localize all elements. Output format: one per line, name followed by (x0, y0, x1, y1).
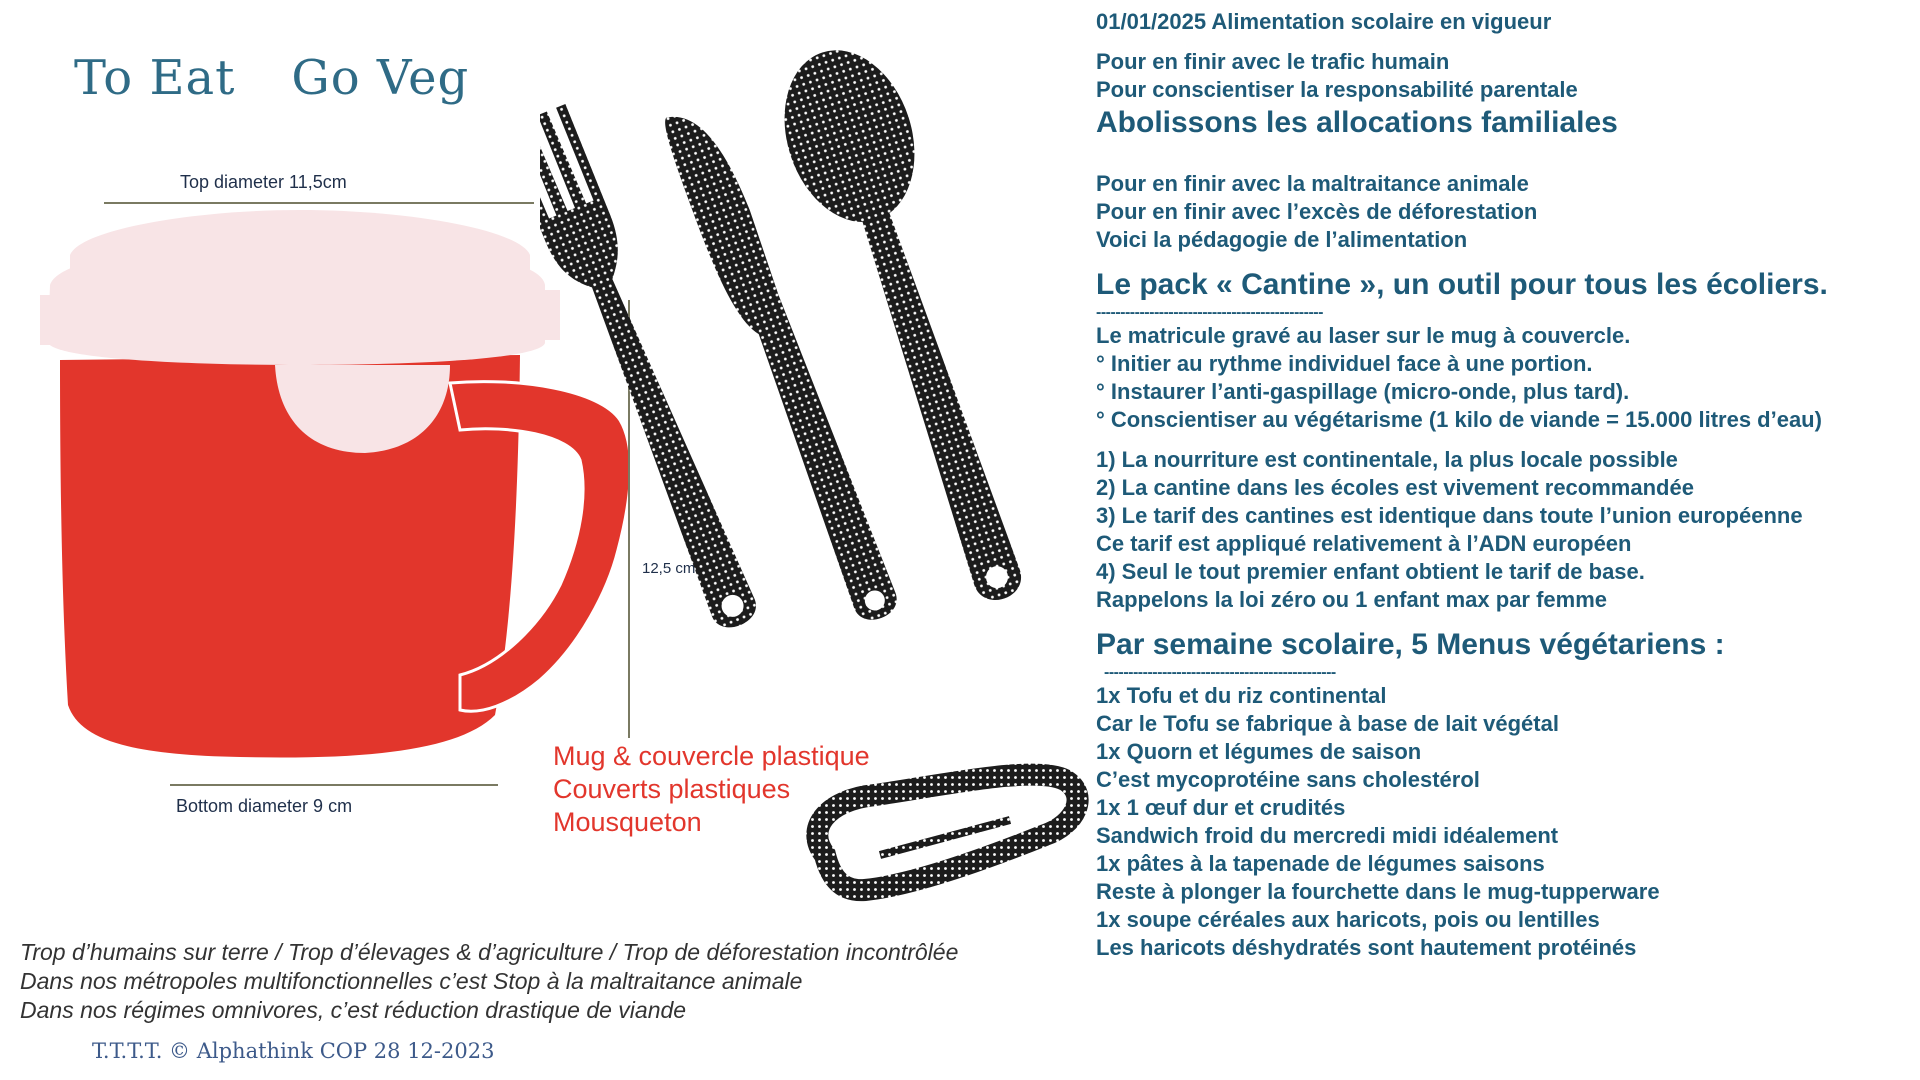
block2-line: Pour en finir avec la maltraitance animale (1096, 171, 1529, 196)
separator: ----------------------------------------------- (1096, 304, 1323, 321)
bottom-line: Dans nos régimes omnivores, c’est réduction drastique de viande (20, 997, 687, 1023)
copyright: T.T.T.T. © Alphathink COP 28 12-2023 (92, 1039, 495, 1063)
menu-line: Car le Tofu se fabrique à base de lait végétal (1096, 711, 1559, 736)
block2-line: Voici la pédagogie de l’alimentation (1096, 227, 1468, 252)
kit-items (553, 740, 870, 839)
top-diameter-line (104, 202, 534, 204)
block4-line: Ce tarif est appliqué relativement à l’ADN européen (1096, 531, 1632, 556)
bottom-line: Trop d’humains sur terre / Trop d’élevages & d’agriculture / Trop de déforestation incontrôlée (20, 939, 959, 965)
menu-line: C’est mycoprotéine sans cholestérol (1096, 767, 1480, 792)
kit-item-cutlery: Couverts plastiques (553, 774, 791, 804)
block3-line: ° Instaurer l’anti-gaspillage (micro-onde, plus tard). (1096, 379, 1630, 404)
cutlery-illustration (540, 30, 1070, 670)
menu-line: 1x 1 œuf dur et crudités (1096, 795, 1346, 820)
poster-title (74, 50, 525, 106)
block4-line: Rappelons la loi zéro ou 1 enfant max par femme (1096, 587, 1608, 612)
menu-line: Les haricots déshydratés sont hautement protéinés (1096, 935, 1637, 960)
headline-pack-cantine: Le pack « Cantine », un outil pour tous les écoliers. (1096, 268, 1828, 301)
menu-line: Sandwich froid du mercredi midi idéalement (1096, 823, 1559, 848)
block3-line: ° Conscientiser au végétarisme (1 kilo de viande = 15.000 litres d’eau) (1096, 407, 1822, 432)
date-line: 01/01/2025 Alimentation scolaire en vigueur (1096, 9, 1552, 34)
block3-line: Le matricule gravé au laser sur le mug à couvercle. (1096, 323, 1631, 348)
block4-line: 3) Le tarif des cantines est identique dans toute l’union européenne (1096, 503, 1803, 528)
bottom-diameter-label: Bottom diameter 9 cm (176, 796, 353, 816)
menu-line: 1x Tofu et du riz continental (1096, 683, 1387, 708)
spoon-shape (763, 33, 1059, 619)
bottom-statements (20, 938, 958, 1025)
block4-line: 1) La nourriture est continentale, la plus locale possible (1096, 447, 1678, 472)
menu-line: 1x soupe céréales aux haricots, pois ou lentilles (1096, 907, 1600, 932)
separator: ------------------------------------------------ (1104, 664, 1336, 681)
kit-item-mug: Mug & couvercle plastique (553, 741, 870, 771)
block2-line: Pour en finir avec l’excès de déforestation (1096, 199, 1538, 224)
menu-line: 1x Quorn et légumes de saison (1096, 739, 1422, 764)
block4-line: 2) La cantine dans les écoles est vivement recommandée (1096, 475, 1694, 500)
headline-menus: Par semaine scolaire, 5 Menus végétariens : (1096, 628, 1725, 661)
headline-allocations: Abolissons les allocations familiales (1096, 106, 1618, 139)
kit-item-carabiner: Mousqueton (553, 807, 702, 837)
title-word-eat: To Eat (74, 50, 236, 106)
title-word-veg: Go Veg (291, 50, 470, 106)
block1-line: Pour conscientiser la responsabilité parentale (1096, 77, 1578, 102)
height-label: 12,5 cm (642, 560, 696, 577)
block4-line: 4) Seul le tout premier enfant obtient le tarif de base. (1096, 559, 1645, 584)
lid-top (70, 210, 530, 275)
menu-line: Reste à plonger la fourchette dans le mug-tupperware (1096, 879, 1660, 904)
block1-line: Pour en finir avec le trafic humain (1096, 49, 1450, 74)
bottom-line: Dans nos métropoles multifonctionnelles c’est Stop à la maltraitance animale (20, 968, 803, 994)
top-diameter-label: Top diameter 11,5cm (180, 172, 347, 192)
bottom-diameter-line (170, 784, 498, 786)
block3-line: ° Initier au rythme individuel face à une portion. (1096, 351, 1593, 376)
right-text-column (1096, 8, 1916, 962)
menu-line: 1x pâtes à la tapenade de légumes saisons (1096, 851, 1545, 876)
